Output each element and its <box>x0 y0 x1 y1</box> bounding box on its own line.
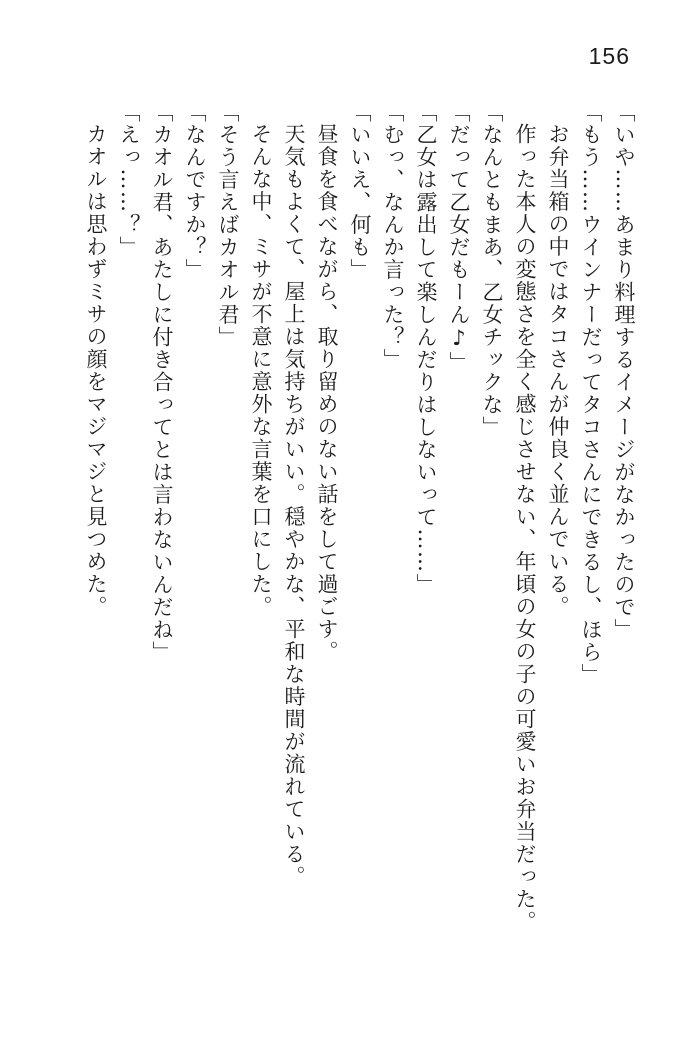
text-line: 作った本人の変態さを全く感じさせない、年頃の女の子の可愛いお弁当だった。 <box>513 123 537 933</box>
text-line: 「いや……あまり料理するイメージがなかったので」 <box>612 101 636 641</box>
vertical-text-block <box>79 101 640 986</box>
text-line: そんな中、ミサが不意に意外な言葉を口にした。 <box>249 123 273 618</box>
text-line: 「なんですか？」 <box>183 101 207 281</box>
text-line: お弁当箱の中ではタコさんが仲良く並んでいる。 <box>546 123 570 618</box>
text-line: 「いいえ、何も」 <box>348 101 372 281</box>
text-line: 「えっ……？」 <box>117 101 141 259</box>
text-line: 「もう……ウインナーだってタコさんにできるし、ほら」 <box>579 101 603 686</box>
text-line: 「そう言えばカオル君」 <box>216 101 240 349</box>
text-line: 昼食を食べながら、取り留めのない話をして過ごす。 <box>315 123 339 663</box>
page-number: 156 <box>588 43 630 69</box>
text-line: 「カオル君、あたしに付き合ってとは言わないんだね」 <box>150 101 174 664</box>
text-line: 「むっ、なんか言った？」 <box>381 101 405 371</box>
text-line: 「だって乙女だもーん♪」 <box>447 101 471 374</box>
text-line: 天気もよくて、屋上は気持ちがいい。穏やかな、平和な時間が流れている。 <box>282 123 306 888</box>
text-line: 「なんともまあ、乙女チックな」 <box>480 101 504 439</box>
text-line: カオルは思わずミサの顔をマジマジと見つめた。 <box>84 123 108 618</box>
text-line: 「乙女は露出して楽しんだりはしないって……」 <box>414 101 438 596</box>
